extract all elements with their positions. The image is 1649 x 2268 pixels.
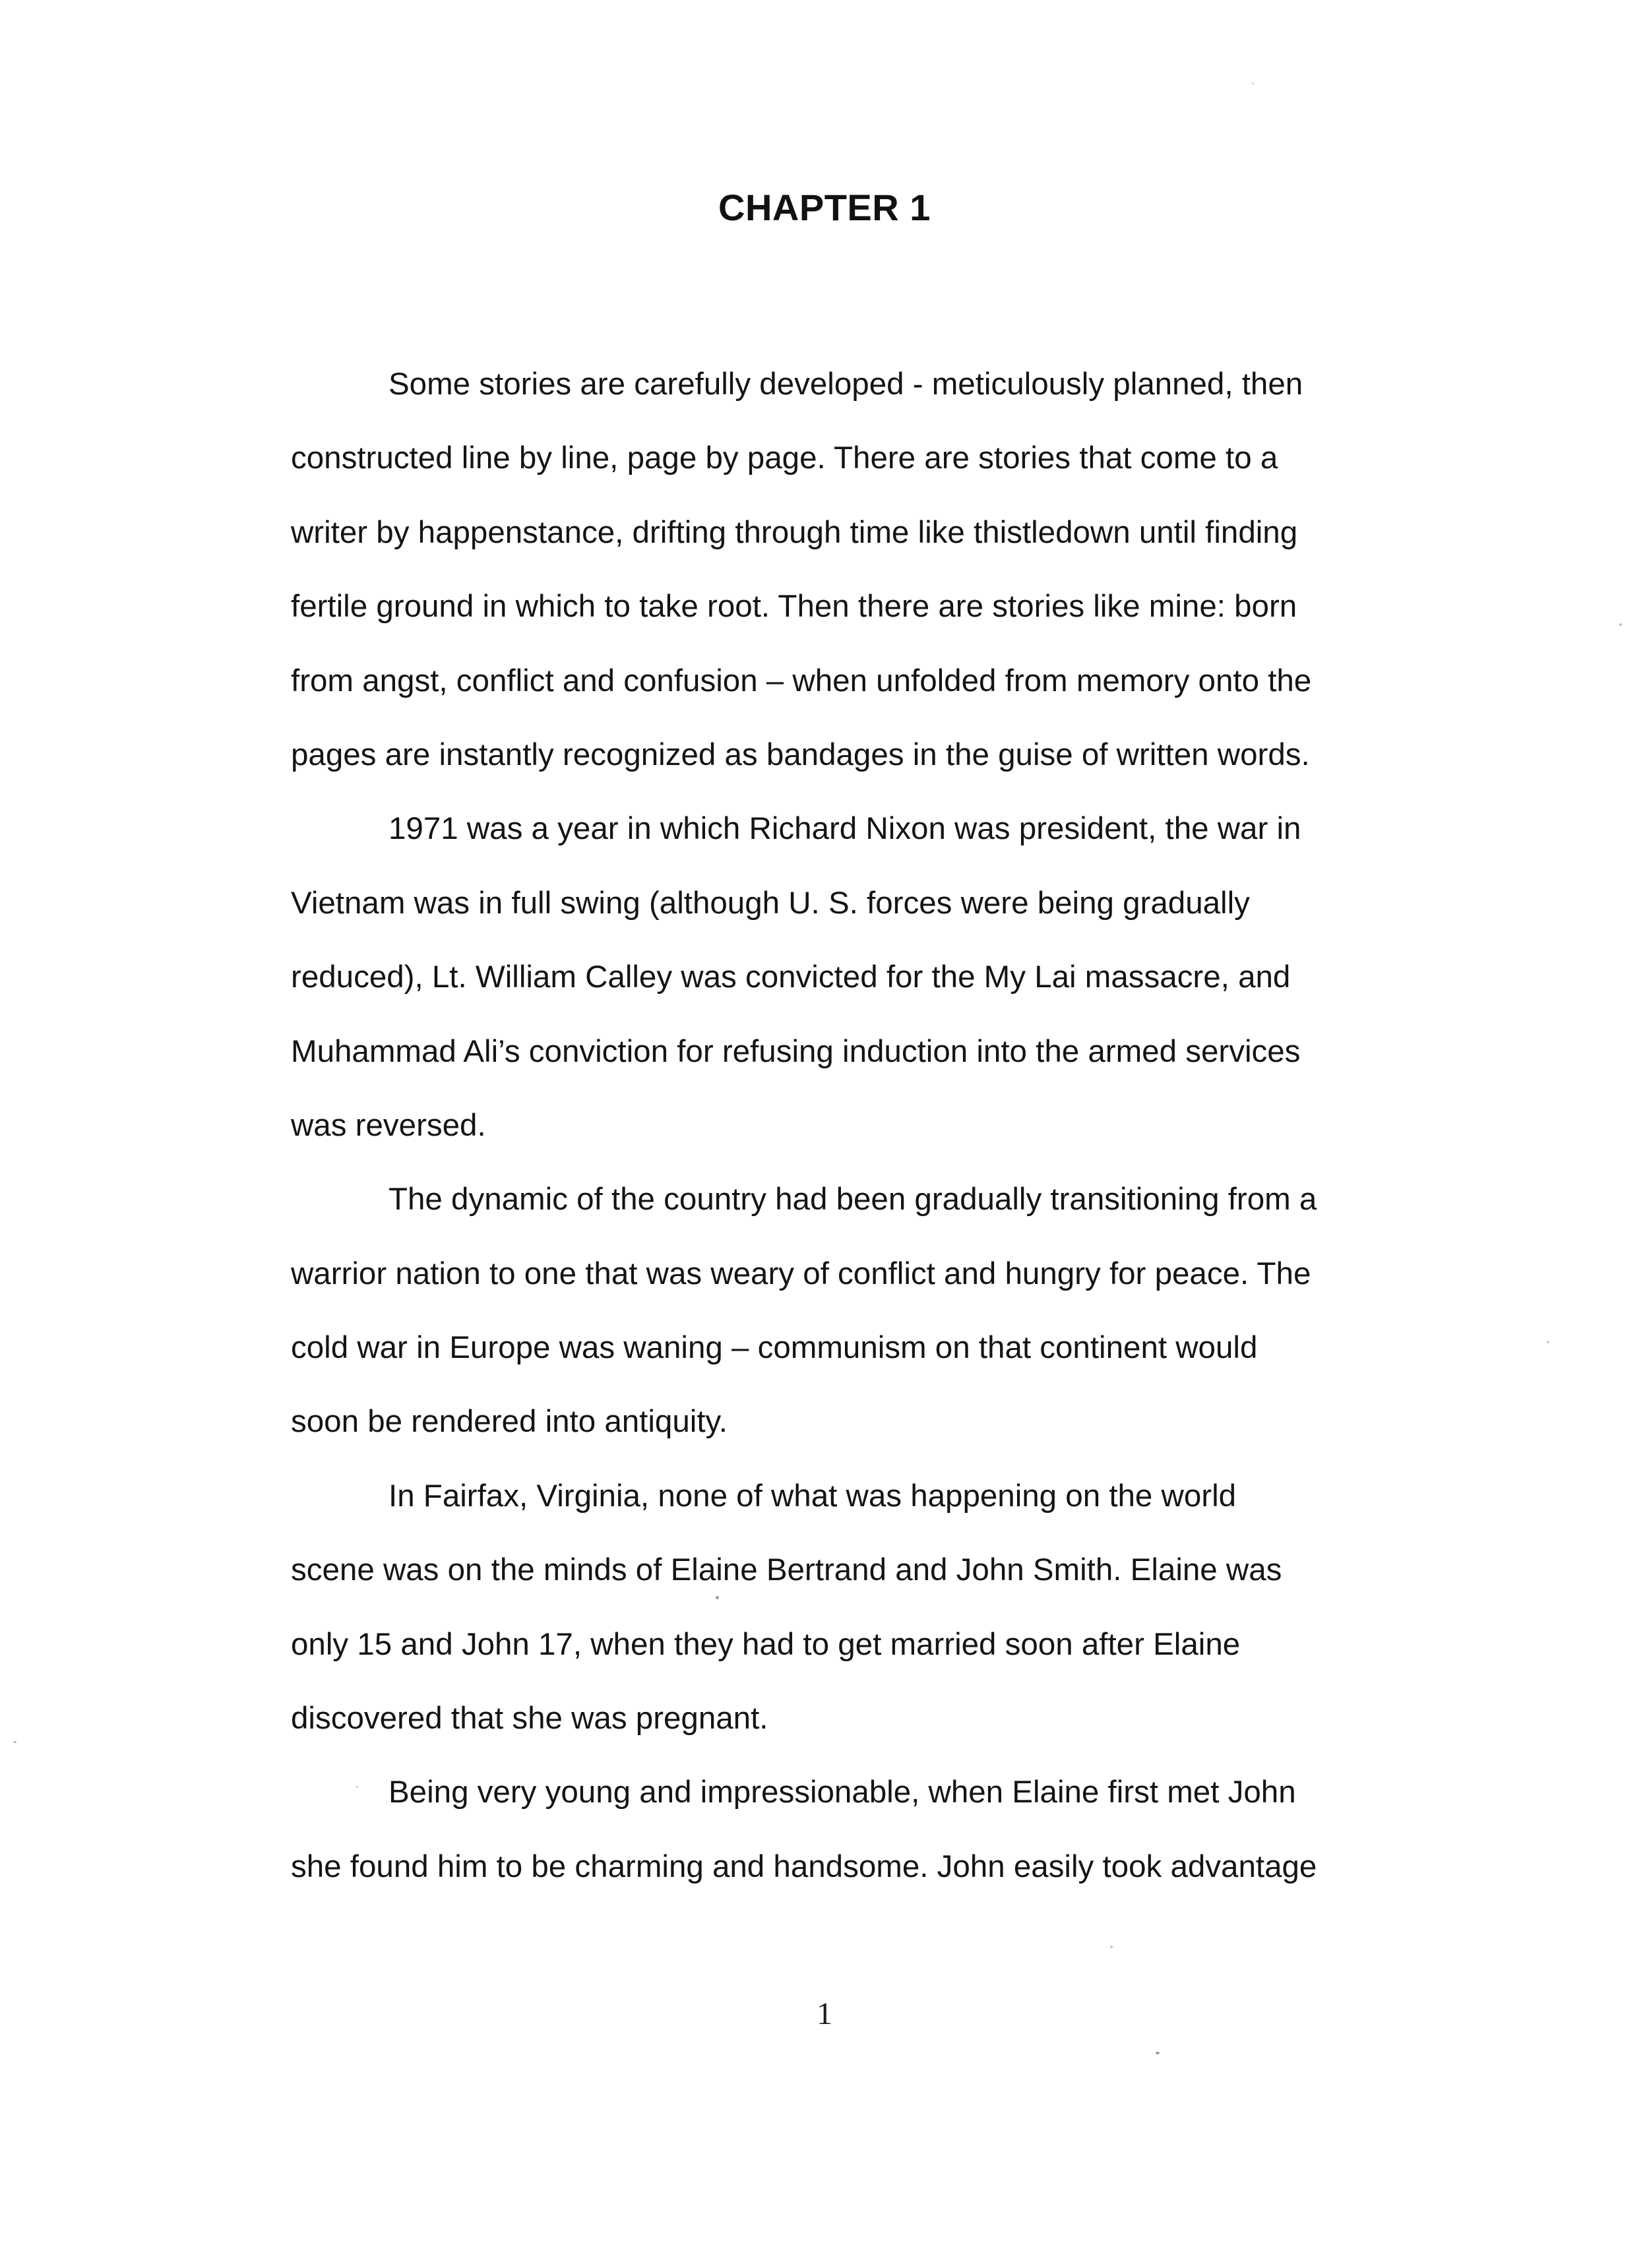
text-line: scene was on the minds of Elaine Bertrand and John Smith. Elaine was [291,1552,1282,1588]
text-line: fertile ground in which to take root. Then there are stories like mine: born [291,589,1297,625]
scan-speck [1619,623,1622,626]
paragraph [291,1170,1373,1467]
text-line: discovered that she was pregnant. [291,1701,768,1736]
text-line: soon be rendered into antiquity. [291,1404,728,1440]
paragraph [291,1467,1373,1763]
text-line: warrior nation to one that was weary of conflict and hungry for peace. The [291,1256,1311,1291]
text-line: Vietnam was in full swing (although U. S. forces were being gradually [291,885,1250,921]
scan-speck [356,1786,358,1788]
text-line: Being very young and impressionable, when Elaine first met John [389,1775,1296,1810]
page-number: 1 [817,1996,832,2031]
body-text [291,355,1373,1911]
scan-speck [13,1741,16,1743]
scan-speck [1547,1341,1549,1343]
scan-speck [1252,82,1254,84]
text-line: pages are instantly recognized as bandages in the guise of written words. [291,737,1310,772]
scan-speck [1110,1946,1113,1948]
text-line: 1971 was a year in which Richard Nixon was president, the war in [389,811,1301,847]
paragraph [291,355,1373,799]
text-line: constructed line by line, page by page. There are stories that come to a [291,441,1278,476]
text-line: reduced), Lt. William Calley was convicted for the My Lai massacre, and [291,960,1291,995]
text-line: was reversed. [291,1107,486,1143]
text-line: cold war in Europe was waning – communism on that continent would [291,1330,1258,1366]
text-line: writer by happenstance, drifting through time like thistledown until finding [291,514,1298,550]
paragraph [291,799,1373,1170]
text-line: only 15 and John 17, when they had to get married soon after Elaine [291,1626,1241,1662]
text-line: she found him to be charming and handsome. John easily took advantage [291,1849,1317,1884]
text-line: Muhammad Ali’s conviction for refusing induction into the armed services [291,1033,1301,1069]
text-line: The dynamic of the country had been gradually transitioning from a [389,1182,1317,1217]
chapter-title: CHAPTER 1 [718,187,931,228]
text-line: In Fairfax, Virginia, none of what was happening on the world [389,1478,1237,1514]
paragraph [291,1763,1373,1911]
scan-speck [1156,2052,1160,2054]
text-line: Some stories are carefully developed - meticulously planned, then [389,367,1303,402]
scan-speck [716,1596,719,1599]
text-line: from angst, conflict and confusion – when unfolded from memory onto the [291,663,1312,698]
